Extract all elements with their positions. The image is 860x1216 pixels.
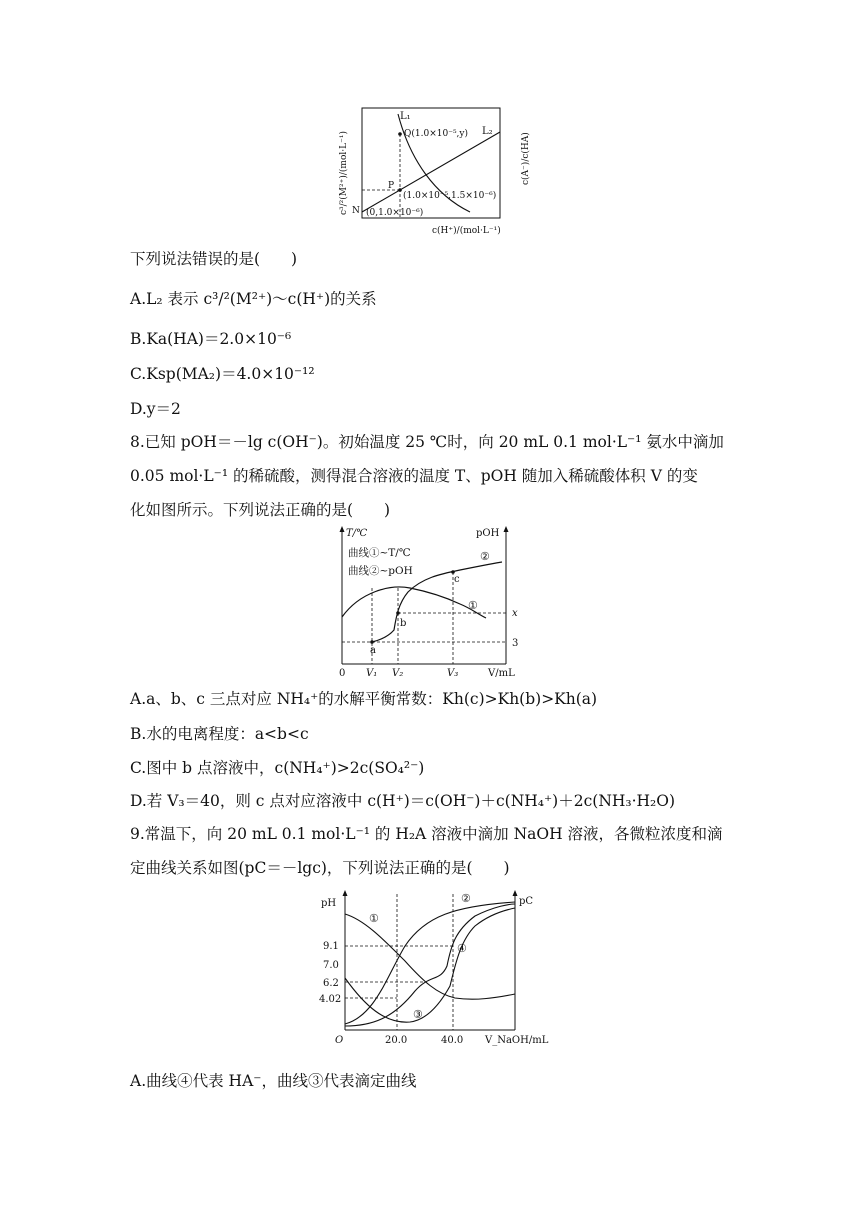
figure-3 — [315, 886, 555, 1050]
q7-option-c: C.Ksp(MA₂)＝4.0×10⁻¹² — [130, 365, 315, 383]
fig2-label-curve-2: ② — [480, 550, 490, 563]
fig2-point-b — [396, 611, 400, 615]
fig3-ytick-62: 6.2 — [323, 978, 339, 989]
fig1-xlabel: c(H⁺)/(mol·L⁻¹) — [432, 226, 501, 236]
q7-option-b: B.Ka(HA)＝2.0×10⁻⁶ — [130, 330, 292, 348]
q9-option-a: A.曲线④代表 HA⁻，曲线③代表滴定曲线 — [130, 1072, 417, 1090]
fig2-arrow-left — [340, 526, 345, 532]
fig3-label-curve-2: ② — [461, 892, 471, 905]
fig3-label-curve-3: ③ — [413, 1008, 423, 1021]
fig2-ylabel-right: pOH — [476, 528, 500, 539]
fig1-point-p — [398, 188, 402, 192]
q7-option-a: A.L₂ 表示 c³/²(M²⁺)～c(H⁺)的关系 — [130, 290, 377, 308]
fig2-legend-2: 曲线②~pOH — [348, 565, 413, 577]
fig1-label-n: N — [352, 206, 360, 216]
fig3-label-curve-1: ① — [369, 912, 379, 925]
q7-option-d: D.y＝2 — [130, 400, 181, 418]
fig3-ytick-91: 9.1 — [323, 941, 339, 952]
fig2-tick-v1: V₁ — [366, 668, 378, 678]
fig1-frame — [362, 108, 500, 218]
q7-stem: 下列说法错误的是( ) — [130, 250, 298, 268]
fig1-label-n-coord: (0,1.0×10⁻⁶) — [366, 208, 424, 218]
q8-option-c: C.图中 b 点溶液中，c(NH₄⁺)>2c(SO₄²⁻) — [130, 759, 425, 777]
fig3-ytick-402: 4.02 — [319, 994, 342, 1005]
fig2-point-a — [370, 640, 374, 644]
fig3-xtick-40: 40.0 — [441, 1035, 464, 1046]
fig1-label-p-coord: (1.0×10⁻⁵,1.5×10⁻⁶) — [403, 191, 497, 201]
fig1-ylabel: c³/²(M²⁺)/(mol·L⁻¹) — [339, 131, 349, 215]
fig2-xlabel: V/mL — [488, 668, 515, 678]
fig3-ylabel-right: pC — [519, 896, 534, 907]
fig1-point-q — [398, 132, 402, 136]
q8-option-a: A.a、b、c 三点对应 NH₄⁺的水解平衡常数：Kh(c)>Kh(b)>Kh(a) — [130, 690, 598, 708]
fig1-label-l2: L₂ — [482, 126, 493, 137]
fig2-ylabel-left: T/℃ — [346, 528, 368, 539]
fig2-tick-origin: 0 — [339, 668, 346, 678]
fig3-arrow-right — [513, 890, 518, 896]
fig2-tick-v3: V₃ — [447, 668, 459, 678]
fig3-curve-1 — [345, 914, 515, 999]
fig2-label-x: x — [512, 608, 518, 619]
fig2-legend-1: 曲线①~T/℃ — [348, 547, 411, 559]
q8-stem-line2: 0.05 mol·L⁻¹ 的稀硫酸，测得混合溶液的温度 T、pOH 随加入稀硫酸体积 V 的变 — [130, 467, 698, 485]
fig3-label-curve-4: ④ — [457, 942, 467, 955]
fig1-label-p: P — [388, 181, 395, 191]
q9-stem-line1: 9.常温下，向 20 mL 0.1 mol·L⁻¹ 的 H₂A 溶液中滴加 NaOH 溶液，各微粒浓度和滴 — [130, 825, 723, 843]
fig2-label-curve-1: ① — [468, 599, 478, 612]
fig3-arrow-left — [343, 890, 348, 896]
figure-1 — [320, 100, 550, 240]
fig2-arrow-right — [504, 526, 509, 532]
fig2-label-c: c — [454, 574, 460, 585]
q8-option-d: D.若 V₃＝40，则 c 点对应溶液中 c(H⁺)＝c(OH⁻)＋c(NH₄⁺)＋2c(NH₃·H₂O) — [130, 792, 676, 810]
fig3-curve-3 — [345, 908, 515, 1022]
fig1-right-label: c(A⁻)/c(HA) — [521, 132, 531, 185]
fig3-xlabel: V_NaOH/mL — [485, 1035, 549, 1046]
q8-option-b: B.水的电离程度：a<b<c — [130, 725, 309, 743]
q8-stem-line1: 8.已知 pOH＝－lg c(OH⁻)。初始温度 25 ℃时，向 20 mL 0.1 mol·L⁻¹ 氨水中滴加 — [130, 433, 724, 451]
q8-stem-line3: 化如图所示。下列说法正确的是( ) — [130, 501, 391, 519]
fig2-label-b: b — [400, 618, 407, 629]
fig1-label-q: Q(1.0×10⁻⁵,y) — [404, 129, 469, 139]
figure-2 — [330, 522, 530, 678]
fig2-label-a: a — [370, 645, 376, 656]
fig3-ylabel-left: pH — [321, 898, 337, 909]
fig3-tick-origin: O — [335, 1035, 344, 1046]
fig3-ytick-70: 7.0 — [323, 960, 339, 971]
fig2-label-3: 3 — [512, 638, 519, 649]
fig2-tick-v2: V₂ — [392, 668, 404, 678]
fig1-label-l1: L₁ — [400, 111, 411, 122]
q9-stem-line2: 定曲线关系如图(pC＝－lgc)，下列说法正确的是( ) — [130, 859, 510, 877]
fig3-xtick-20: 20.0 — [385, 1035, 408, 1046]
